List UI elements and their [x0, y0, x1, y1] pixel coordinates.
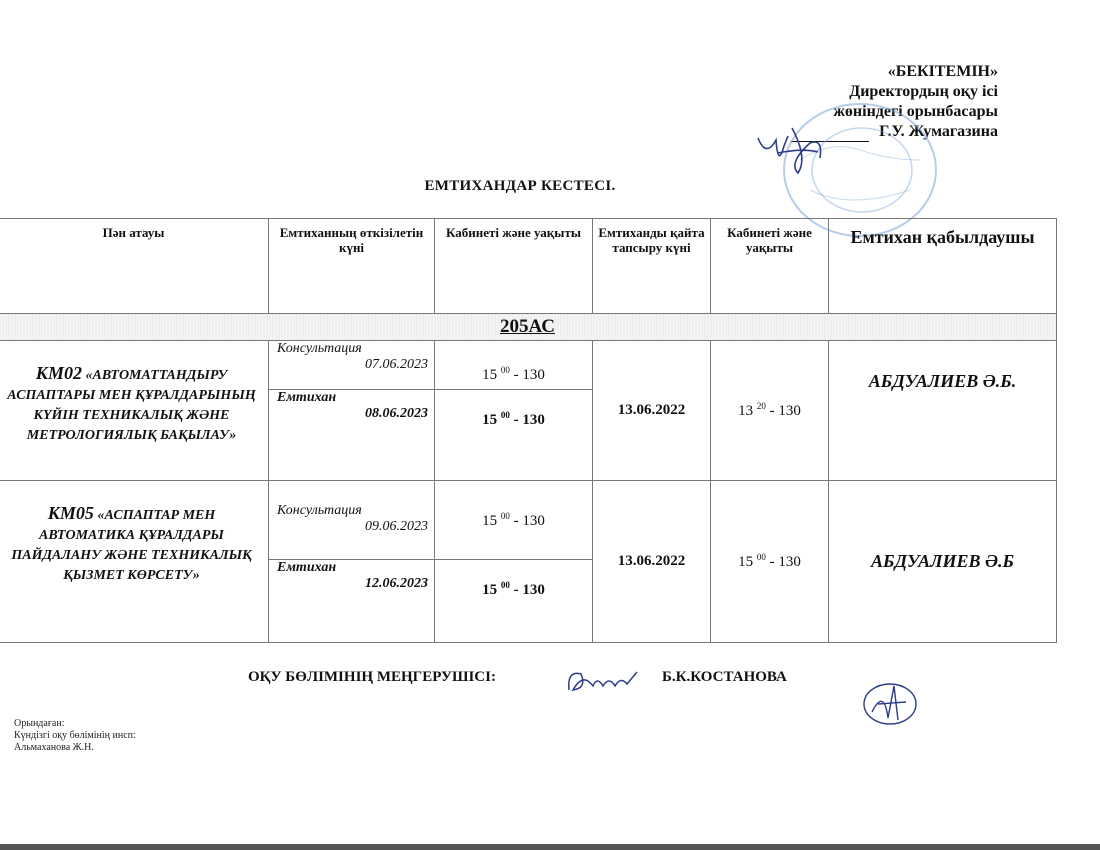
exam-label: Емтихан — [277, 560, 337, 575]
col-header-examiner: Емтихан қабылдаушы — [829, 219, 1057, 314]
consultation-time — [435, 481, 593, 560]
consultation-cell — [269, 481, 435, 560]
time-hour: 15 — [482, 367, 501, 383]
footer-line-3: Альмаханова Ж.Н. — [14, 742, 94, 753]
approval-line-1: «БЕКІТЕМІН» — [887, 63, 998, 80]
subject-cell — [0, 341, 269, 481]
approver-name: Г.У. Жумагазина — [879, 123, 998, 140]
table-row — [0, 341, 1057, 390]
retake-time — [711, 481, 829, 643]
footer-executor — [14, 718, 136, 754]
footer-line-2: Күндізгі оқу бөлімінің инсп: — [14, 730, 136, 741]
time-room: - 130 — [765, 403, 801, 419]
time-minute: 20 — [756, 401, 766, 411]
time-room: - 130 — [509, 513, 545, 529]
time-room: - 130 — [509, 367, 545, 383]
consultation-label: Консультация — [277, 503, 362, 518]
exam-schedule-table — [0, 218, 1057, 643]
group-label: 205АС — [0, 314, 1057, 341]
subject-name: «АВТОМАТТАНДЫРУ АСПАПТАРЫ МЕН ҚҰРАЛДАРЫНЫҢ КҮЙІН ТЕХНИКАЛЫҚ ЖӘНЕ МЕТРОЛОГИЯЛЫҚ БАҚЫЛАУ» — [7, 368, 256, 443]
retake-date: 13.06.2022 — [593, 481, 711, 643]
exam-date: 08.06.2023 — [365, 406, 428, 421]
scan-edge — [0, 844, 1100, 850]
footer-line-1: Орындаған: — [14, 718, 65, 729]
time-hour: 15 — [482, 412, 501, 428]
time-room: - 130 — [509, 412, 545, 428]
subject-code: КМ02 — [35, 363, 83, 383]
time-minute: 00 — [500, 410, 510, 420]
director-signature-icon — [748, 118, 838, 178]
approval-line-3: жөніндегі орынбасары — [833, 103, 998, 120]
exam-date: 12.06.2023 — [365, 576, 428, 591]
exam-label: Емтихан — [277, 390, 337, 405]
time-minute: 00 — [756, 552, 766, 562]
page-title: ЕМТИХАНДАР КЕСТЕСІ. — [424, 178, 616, 194]
examiner-name: АБДУАЛИЕВ Ә.Б — [829, 481, 1057, 643]
time-minute: 00 — [500, 511, 510, 521]
col-header-subject: Пән атауы — [0, 219, 269, 314]
head-signature-icon — [563, 664, 643, 700]
consultation-date: 07.06.2023 — [365, 357, 428, 372]
subject-name: «АСПАПТАР МЕН АВТОМАТИКА ҚҰРАЛДАРЫ ПАЙДАЛАНУ ЖӘНЕ ТЕХНИКАЛЫҚ ҚЫЗМЕТ КӨРСЕТУ» — [11, 508, 252, 583]
subject-code: КМ05 — [47, 503, 94, 523]
col-header-room-time: Кабинеті және уақыты — [435, 219, 593, 314]
time-room: - 130 — [765, 554, 801, 570]
time-hour: 15 — [738, 554, 757, 570]
consultation-date: 09.06.2023 — [365, 519, 428, 534]
col-header-exam-date: Емтиханның өткізілетін күні — [269, 219, 435, 314]
exam-cell — [269, 560, 435, 643]
head-signature-block — [248, 669, 787, 686]
table-header-row — [0, 219, 1057, 314]
retake-date: 13.06.2022 — [593, 341, 711, 481]
retake-time — [711, 341, 829, 481]
time-minute: 00 — [500, 580, 510, 590]
time-hour: 15 — [482, 513, 501, 529]
approval-line-2: Директордың оқу ісі — [849, 83, 998, 100]
col-header-retake-date: Емтиханды қайта тапсыру күні — [593, 219, 711, 314]
subject-cell — [0, 481, 269, 643]
time-minute: 00 — [500, 365, 510, 375]
time-hour: 13 — [738, 403, 757, 419]
consultation-label: Консультация — [277, 341, 362, 356]
exam-time — [435, 560, 593, 643]
head-label: ОҚУ БӨЛІМІНІҢ МЕҢГЕРУШІСІ: — [248, 669, 496, 685]
col-header-retake-room-time: Кабинеті және уақыты — [711, 219, 829, 314]
table-row — [0, 481, 1057, 560]
consultation-cell — [269, 341, 435, 390]
exam-cell — [269, 390, 435, 481]
examiner-name: АБДУАЛИЕВ Ә.Б. — [829, 341, 1057, 481]
consultation-time — [435, 341, 593, 390]
group-row — [0, 314, 1057, 341]
time-hour: 15 — [482, 582, 501, 598]
exam-time — [435, 390, 593, 481]
time-room: - 130 — [509, 582, 545, 598]
head-name: Б.К.КОСТАНОВА — [662, 669, 787, 685]
second-signature-icon — [858, 678, 922, 730]
